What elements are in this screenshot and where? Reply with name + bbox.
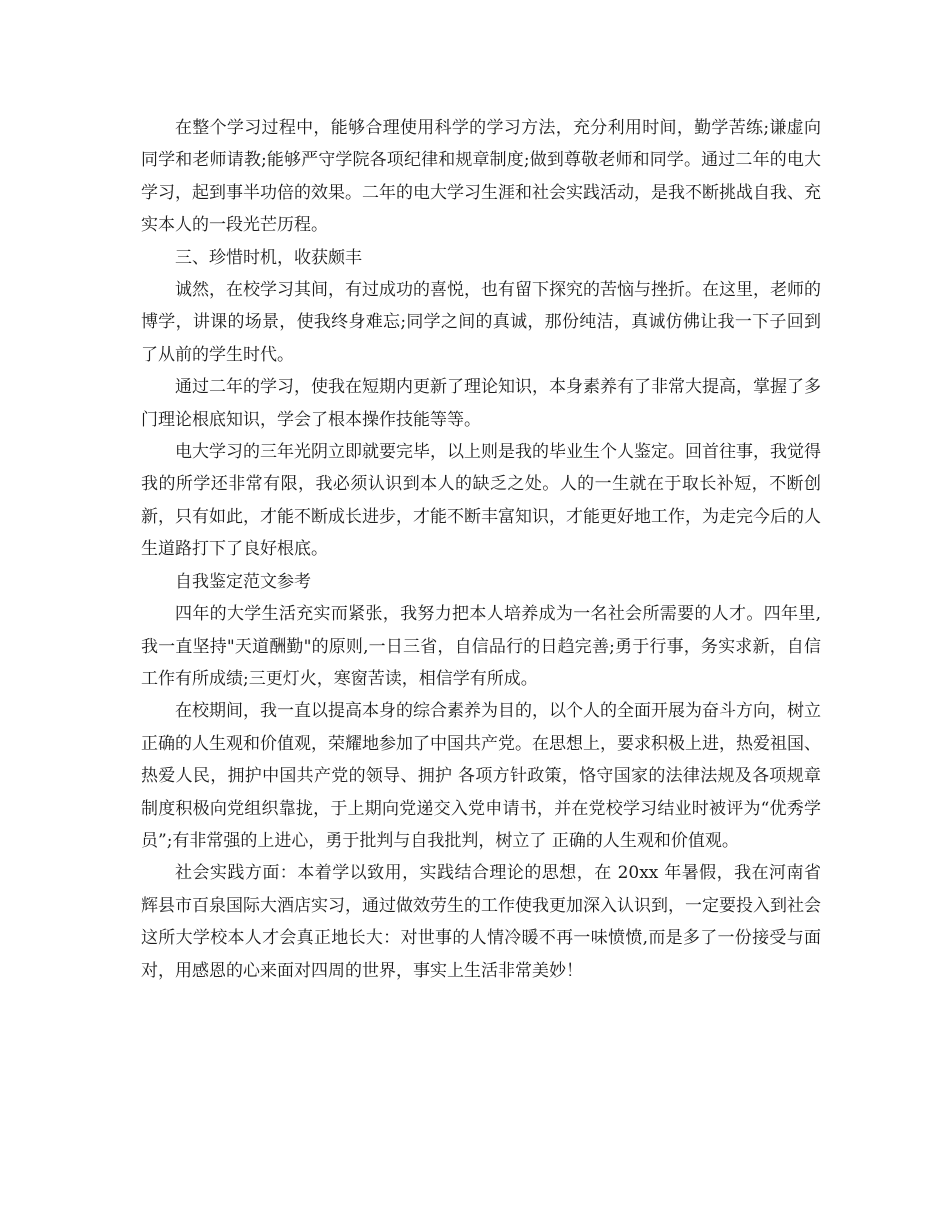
paragraph-graduation-summary: 电大学习的三年光阴立即就要完毕，以上则是我的毕业生个人鉴定。回首往事，我觉得我的所学还非常有限，我必须认识到本人的缺乏之处。人的一生就在于取长补短，不断创新，只有如此，才能不断成长进步，才能不断丰富知识，才能更好地工作，为走完今后的人生道路打下了良好根底。 bbox=[141, 442, 821, 560]
paragraph-social-practice: 社会实践方面：本着学以致用，实践结合理论的思想，在 20xx 年暑假，我在河南省辉县市百泉国际大酒店实习，通过做效劳生的工作使我更加深入认识到，一定要投入到社会这所大学校本人才会真正地长大：对世事的人情冷暖不再一味愤愤,而是多了一份接受与面对，用感恩的心来面对四周的世界，事实上生活非常美妙！ bbox=[141, 863, 821, 981]
paragraph-study-process: 在整个学习过程中，能够合理使用科学的学习方法，充分利用时间，勤学苦练;谦虚向同学和老师请教;能够严守学院各项纪律和规章制度;做到尊敬老师和同学。通过二年的电大学习，起到事半功倍的效果。二年的电大学习生涯和社会实践活动，是我不断挑战自我、充实本人的一段光芒历程。 bbox=[141, 118, 821, 236]
section-heading-cherish-opportunity: 三、珍惜时机，收获颇丰 bbox=[175, 247, 362, 268]
document-body bbox=[141, 112, 821, 987]
paragraph-knowledge-update: 通过二年的学习，使我在短期内更新了理论知识，本身素养有了非常大提高，掌握了多门理论根底知识，学会了根本操作技能等等。 bbox=[141, 377, 821, 430]
paragraph-school-memories: 诚然，在校学习其间，有过成功的喜悦，也有留下探究的苦恼与挫折。在这里，老师的博学，讲课的场景，使我终身难忘;同学之间的真诚，那份纯洁，真诚仿佛让我一下子回到了从前的学生时代。 bbox=[141, 280, 821, 365]
section-heading-self-assessment-sample: 自我鉴定范文参考 bbox=[175, 571, 311, 592]
paragraph-university-life: 四年的大学生活充实而紧张，我努力把本人培养成为一名社会所需要的人才。四年里,我一直坚持"天道酬勤"的原则,一日三省，自信品行的日趋完善;勇于行事，务实求新，自信工作有所成绩;三更灯火，寒窗苦读，相信学有所成。 bbox=[141, 604, 821, 689]
paragraph-political-thought: 在校期间，我一直以提高本身的综合素养为目的，以个人的全面开展为奋斗方向，树立正确的人生观和价值观，荣耀地参加了中国共产党。在思想上，要求积极上进，热爱祖国、热爱人民，拥护中国共产党的领导、拥护 各项方针政策，恪守国家的法律法规及各项规章制度积极向党组织靠拢，于上期向党递交入党申请书，并在党校学习结业时被评为“优秀学员”;有非常强的上进心，勇于批判与自我批判，树立了 正确的人生观和价值观。 bbox=[141, 701, 821, 851]
